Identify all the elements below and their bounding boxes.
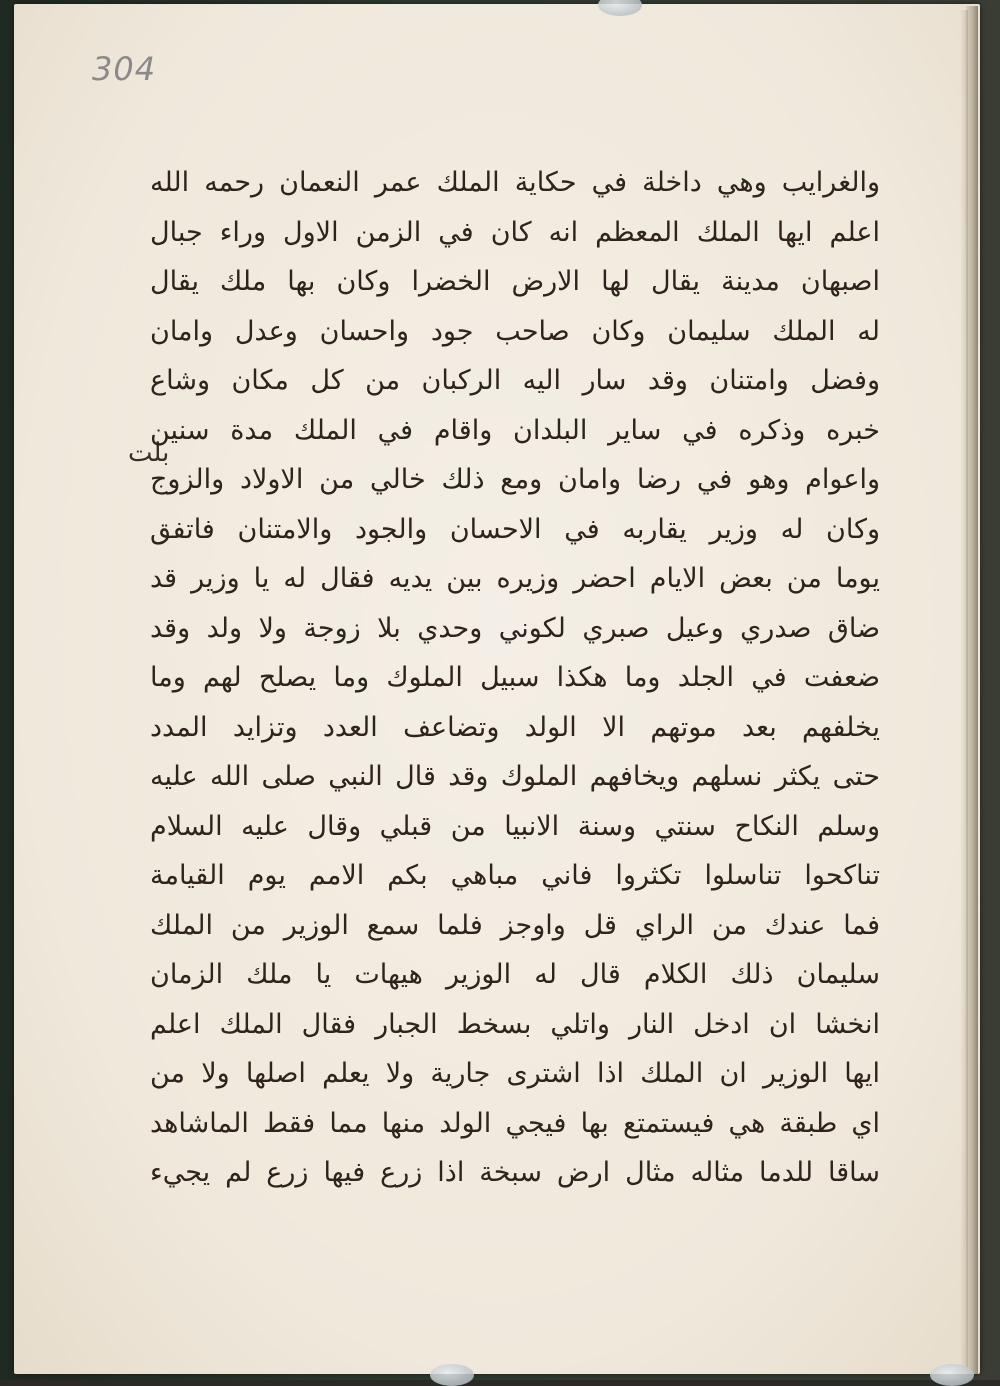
manuscript-line: انخشا ان ادخل النار واتلي بسخط الجبار فقال الملك اعلم (150, 1008, 880, 1040)
bottom-clip-icon (430, 1364, 474, 1386)
manuscript-line: اعلم ايها الملك المعظم انه كان في الزمن الاول وراء جبال (150, 216, 880, 248)
manuscript-line: فما عندك من الراي قل واوجز فلما سمع الوزير من الملك (150, 909, 880, 941)
manuscript-line: ساقا للدما مثاله مثال ارض سبخة اذا زرع فيها زرع لم يجيء (150, 1157, 880, 1188)
manuscript-line: وفضل وامتنان وقد سار اليه الركبان من كل مكان وشاع (150, 365, 880, 396)
manuscript-line: ايها الوزير ان الملك اذا اشترى جارية ولا يعلم اصلها ولا من (150, 1058, 880, 1089)
manuscript-line: ضاق صدري وعيل صبري لكوني وحدي بلا زوجة ولا ولد وقد (150, 612, 880, 644)
manuscript-line: حتى يكثر نسلهم ويخافهم الملوك وقد قال النبي صلى الله عليه (150, 761, 880, 792)
binding-gutter (960, 10, 968, 1370)
bottom-right-clip-icon (930, 1364, 974, 1386)
folio-page-number: 304 (92, 50, 157, 88)
manuscript-line: يوما من بعض الايام احضر وزيره بين يديه فقال له يا وزير قد (150, 563, 880, 594)
manuscript-line: ضعفت في الجلد وما هكذا سبيل الملوك وما يصلح لهم وما (150, 662, 880, 693)
manuscript-line: سليمان ذلك الكلام قال له الوزير هيهات يا ملك الزمان (150, 959, 880, 990)
manuscript-line: وسلم النكاح سنتي وسنة الانبيا من قبلي وقال عليه السلام (150, 810, 880, 842)
manuscript-line: يخلفهم بعد موتهم الا الولد وتضاعف العدد وتزايد المدد (150, 711, 880, 743)
manuscript-line: اصبهان مدينة يقال لها الارض الخضرا وكان بها ملك يقال (150, 266, 880, 297)
manuscript-line: خبره وذكره في ساير البلدان واقام في الملك مدة سنين (150, 414, 880, 446)
manuscript-line: وكان له وزير يقاربه في الاحسان والجود والامتنان فاتفق (150, 513, 880, 545)
manuscript-line: اي طبقة هي فيستمتع بها فيجي الولد منها مما فقط الماشاهد (150, 1107, 880, 1139)
manuscript-text-block (150, 158, 880, 1198)
margin-note: بلت (128, 438, 170, 468)
manuscript-line: تناكحوا تناسلوا تكثروا فاني مباهي بكم الامم يوم القيامة (150, 860, 880, 891)
manuscript-line: والغرايب وهي داخلة في حكاية الملك عمر النعمان رحمه الله (150, 167, 880, 198)
manuscript-line: واعوام وهو في رضا وامان ومع ذلك خالي من الاولاد والزوج (150, 464, 880, 495)
manuscript-line: له الملك سليمان وكان صاحب جود واحسان وعدل وامان (150, 315, 880, 347)
